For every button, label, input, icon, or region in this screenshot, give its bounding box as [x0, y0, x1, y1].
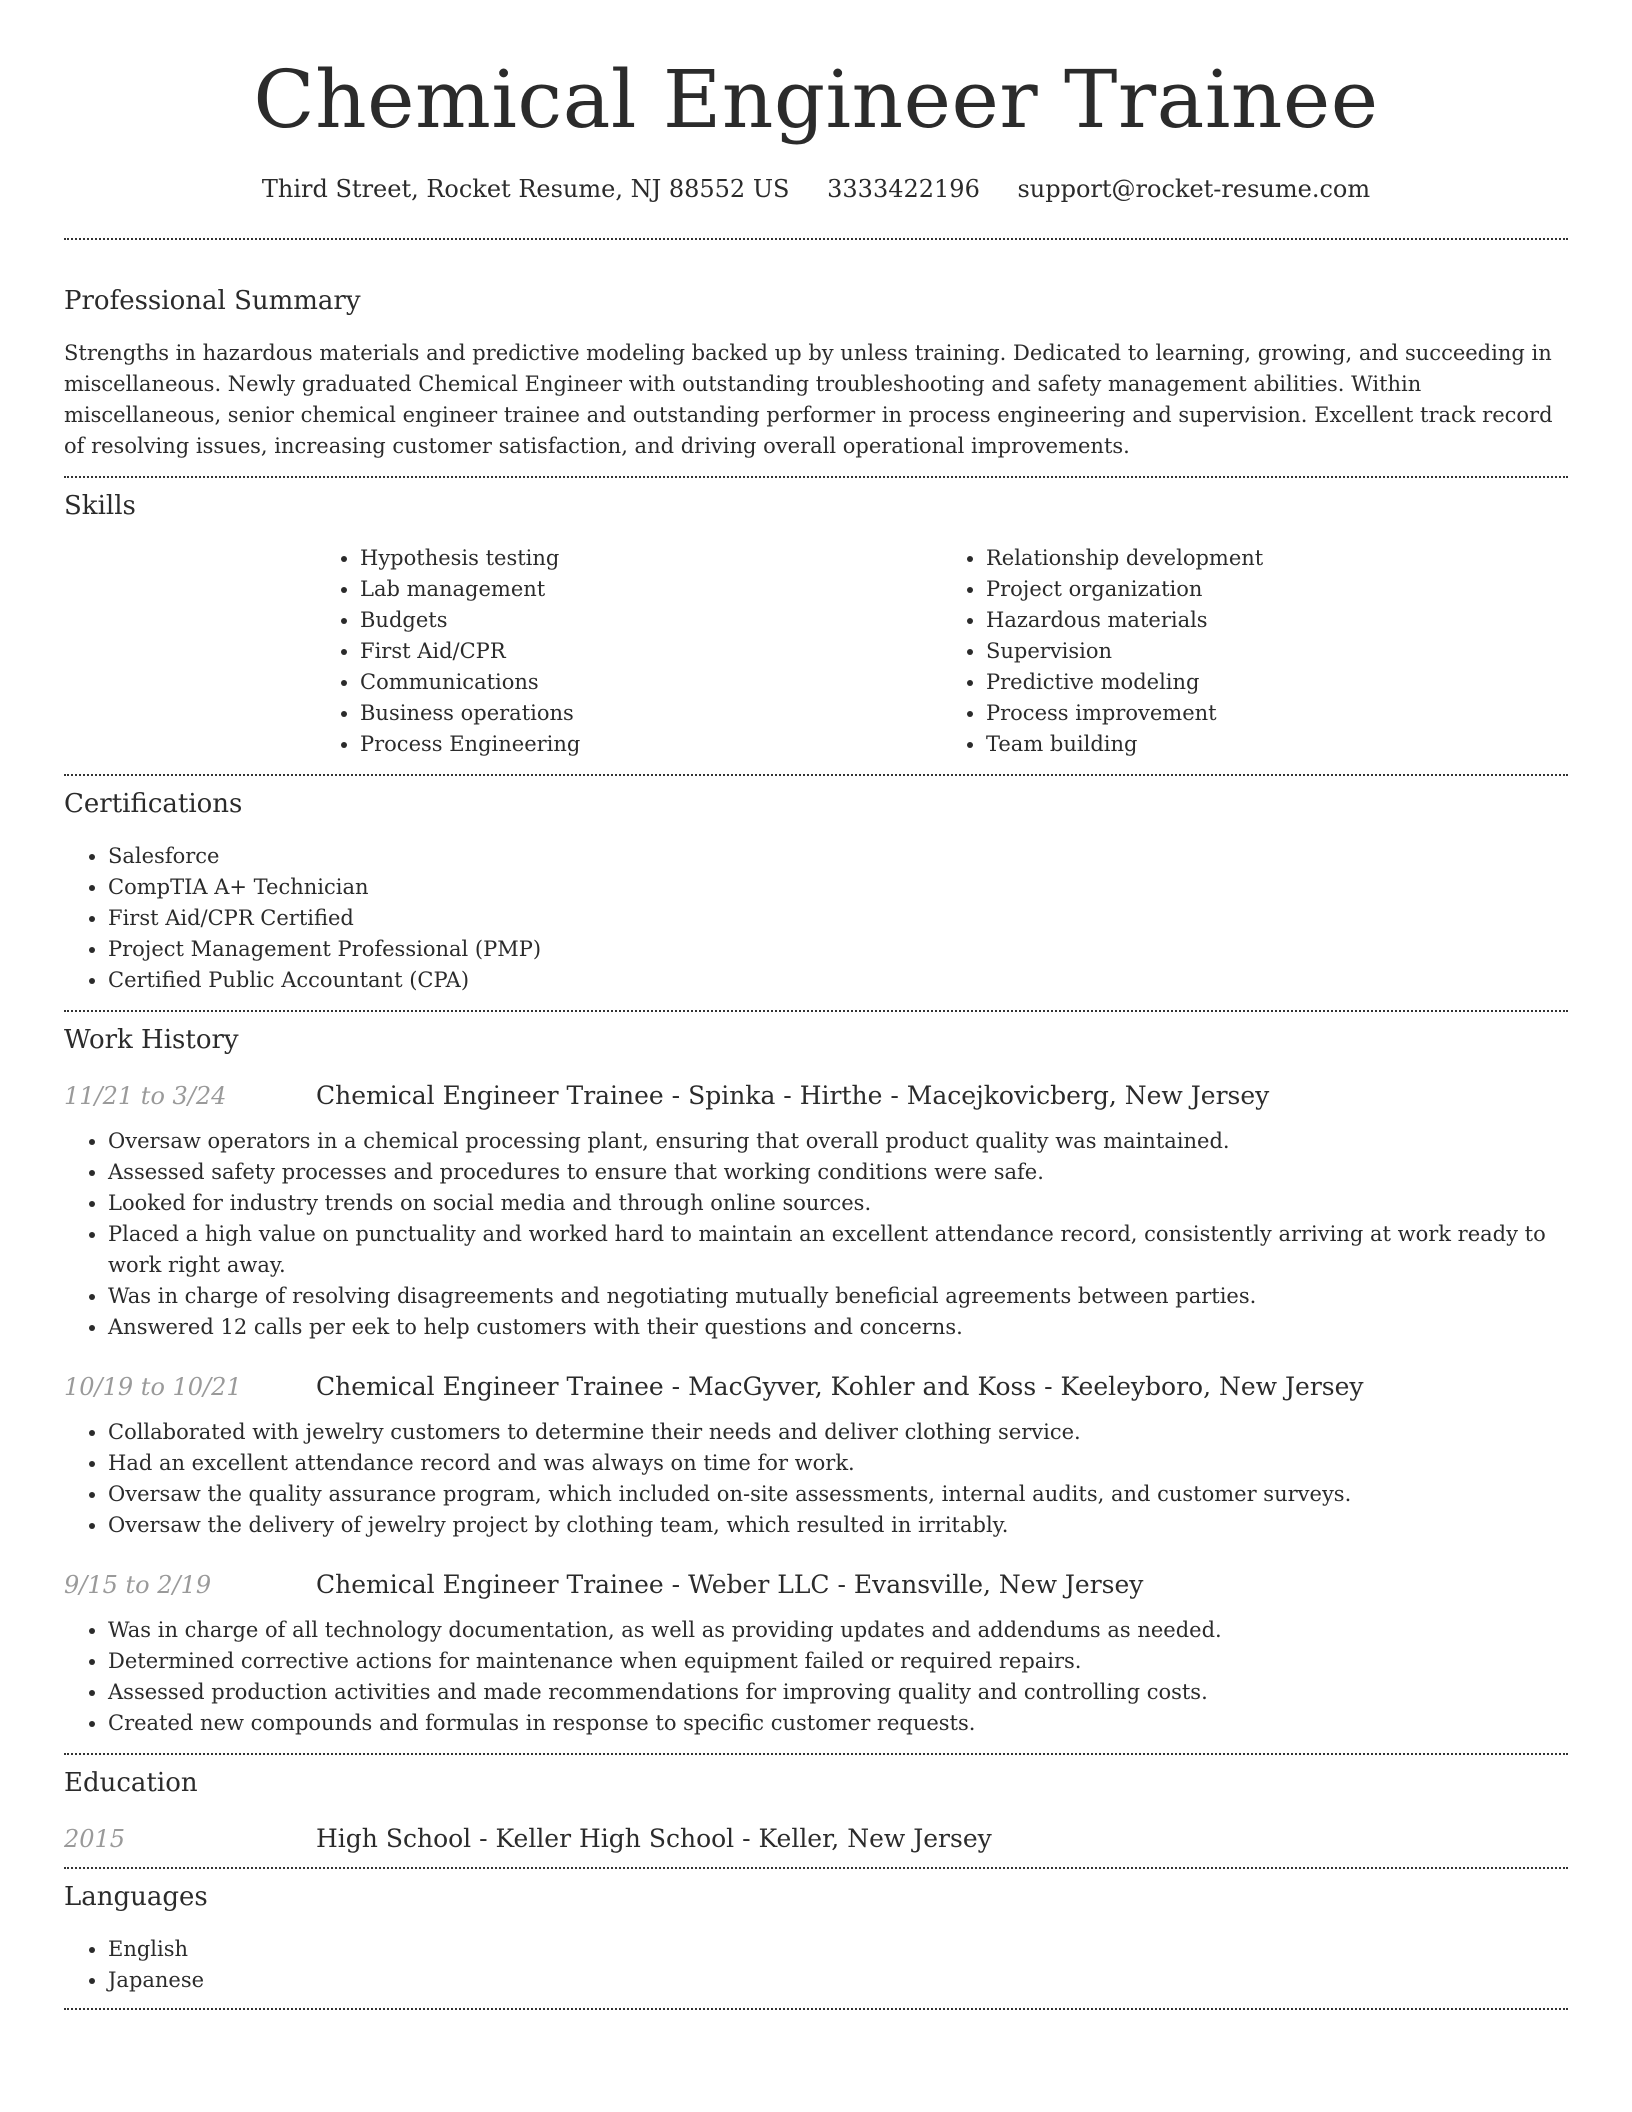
certifications-section: [64, 776, 1568, 1010]
job-bullet: • Collaborated with jewelry customers to determine their needs and deliver clothing service.: [108, 1417, 1568, 1448]
skill-item: • Communications: [360, 667, 942, 698]
job-bullets: [64, 1417, 1568, 1541]
job-bullets: [64, 1126, 1568, 1343]
skill-item: • First Aid/CPR: [360, 636, 942, 667]
education-entry: [64, 1823, 1568, 1855]
job-bullet: • Answered 12 calls per eek to help customers with their questions and concerns.: [108, 1312, 1568, 1343]
skill-item: • Process improvement: [986, 698, 1568, 729]
job-bullets: [64, 1615, 1568, 1739]
job-bullet: • Was in charge of resolving disagreements and negotiating mutually beneficial agreements between parties.: [108, 1281, 1568, 1312]
languages-section: [64, 1869, 1568, 2008]
certifications-list: [64, 841, 1568, 996]
summary-section: [64, 240, 1568, 476]
job-entry: [64, 1080, 1568, 1343]
languages-list: [64, 1934, 1568, 1996]
skill-item: • Supervision: [986, 636, 1568, 667]
contact-phone: 3333422196: [827, 175, 980, 203]
skill-item: • Hazardous materials: [986, 605, 1568, 636]
certification-item: • CompTIA A+ Technician: [108, 872, 1568, 903]
skill-item: • Relationship development: [986, 543, 1568, 574]
skill-item: • Business operations: [360, 698, 942, 729]
skills-list-right: [942, 543, 1568, 760]
skill-item: • Project organization: [986, 574, 1568, 605]
job-bullet: • Oversaw operators in a chemical processing plant, ensuring that overall product quality was maintained.: [108, 1126, 1568, 1157]
certification-item: • Certified Public Accountant (CPA): [108, 965, 1568, 996]
job-title: Chemical Engineer Trainee - Weber LLC - Evansville, New Jersey: [316, 1570, 1144, 1599]
job-bullet: • Determined corrective actions for maintenance when equipment failed or required repairs.: [108, 1646, 1568, 1677]
skill-item: • Lab management: [360, 574, 942, 605]
job-bullet: • Oversaw the quality assurance program, which included on-site assessments, internal audits, and customer surveys.: [108, 1479, 1568, 1510]
languages-divider: [64, 2008, 1568, 2010]
contact-email: support@rocket-resume.com: [1017, 175, 1371, 203]
skill-item: • Process Engineering: [360, 729, 942, 760]
languages-heading: Languages: [64, 1882, 208, 1912]
certifications-heading: Certifications: [64, 789, 243, 819]
certification-item: • First Aid/CPR Certified: [108, 903, 1568, 934]
job-header: [64, 1569, 1568, 1601]
education-title: High School - Keller High School - Keller, New Jersey: [316, 1824, 992, 1853]
skill-item: • Hypothesis testing: [360, 543, 942, 574]
contact-address: Third Street, Rocket Resume, NJ 88552 US: [261, 175, 790, 203]
job-entry: [64, 1569, 1568, 1739]
skills-section: [64, 478, 1568, 774]
job-bullet: • Placed a high value on punctuality and worked hard to maintain an excellent attendance record, consistently arriving at work ready to work right away.: [108, 1219, 1568, 1281]
skill-item: • Predictive modeling: [986, 667, 1568, 698]
work-heading: Work History: [64, 1025, 239, 1055]
job-bullet: • Assessed production activities and made recommendations for improving quality and controlling costs.: [108, 1677, 1568, 1708]
job-bullet: • Assessed safety processes and procedures to ensure that working conditions were safe.: [108, 1157, 1568, 1188]
certification-item: • Salesforce: [108, 841, 1568, 872]
job-dates: 10/19 to 10/21: [64, 1373, 242, 1401]
job-bullet: • Looked for industry trends on social media and through online sources.: [108, 1188, 1568, 1219]
job-header: [64, 1371, 1568, 1403]
education-heading: Education: [64, 1768, 198, 1798]
certification-item: • Project Management Professional (PMP): [108, 934, 1568, 965]
education-section: [64, 1755, 1568, 1867]
summary-heading: Professional Summary: [64, 286, 361, 316]
job-entry: [64, 1371, 1568, 1541]
candidate-name: Chemical Engineer Trainee: [253, 53, 1379, 146]
skill-item: • Budgets: [360, 605, 942, 636]
resume-header: [64, 0, 1568, 204]
education-dates: 2015: [64, 1825, 126, 1853]
job-dates: 11/21 to 3/24: [64, 1082, 227, 1110]
job-bullet: • Oversaw the delivery of jewelry project by clothing team, which resulted in irritably.: [108, 1510, 1568, 1541]
job-bullet: • Had an excellent attendance record and was always on time for work.: [108, 1448, 1568, 1479]
job-dates: 9/15 to 2/19: [64, 1571, 212, 1599]
summary-text: Strengths in hazardous materials and predictive modeling backed up by unless training. Dedicated to learning, growing, and succeeding in miscellaneous. Newly graduated Chemical Engineer with outstanding troubleshooting and safety management abilities. Within miscellaneous, senior chemical engineer trainee and outstanding performer in process engineering and supervision. Excellent track record of resolving issues, increasing customer satisfaction, and driving overall operational improvements.: [64, 341, 1553, 458]
job-bullet: • Created new compounds and formulas in response to specific customer requests.: [108, 1708, 1568, 1739]
job-title: Chemical Engineer Trainee - MacGyver, Kohler and Koss - Keeleyboro, New Jersey: [316, 1372, 1364, 1401]
job-header: [64, 1080, 1568, 1112]
job-bullet: • Was in charge of all technology documentation, as well as providing updates and addendums as needed.: [108, 1615, 1568, 1646]
skill-item: • Team building: [986, 729, 1568, 760]
skills-list-left: [316, 543, 942, 760]
skills-grid: [316, 543, 1568, 760]
job-title: Chemical Engineer Trainee - Spinka - Hirthe - Macejkovicberg, New Jersey: [316, 1081, 1270, 1110]
language-item: • Japanese: [108, 1965, 1568, 1996]
contact-line: [64, 174, 1568, 204]
work-section: [64, 1012, 1568, 1753]
skills-heading: Skills: [64, 491, 136, 521]
language-item: • English: [108, 1934, 1568, 1965]
